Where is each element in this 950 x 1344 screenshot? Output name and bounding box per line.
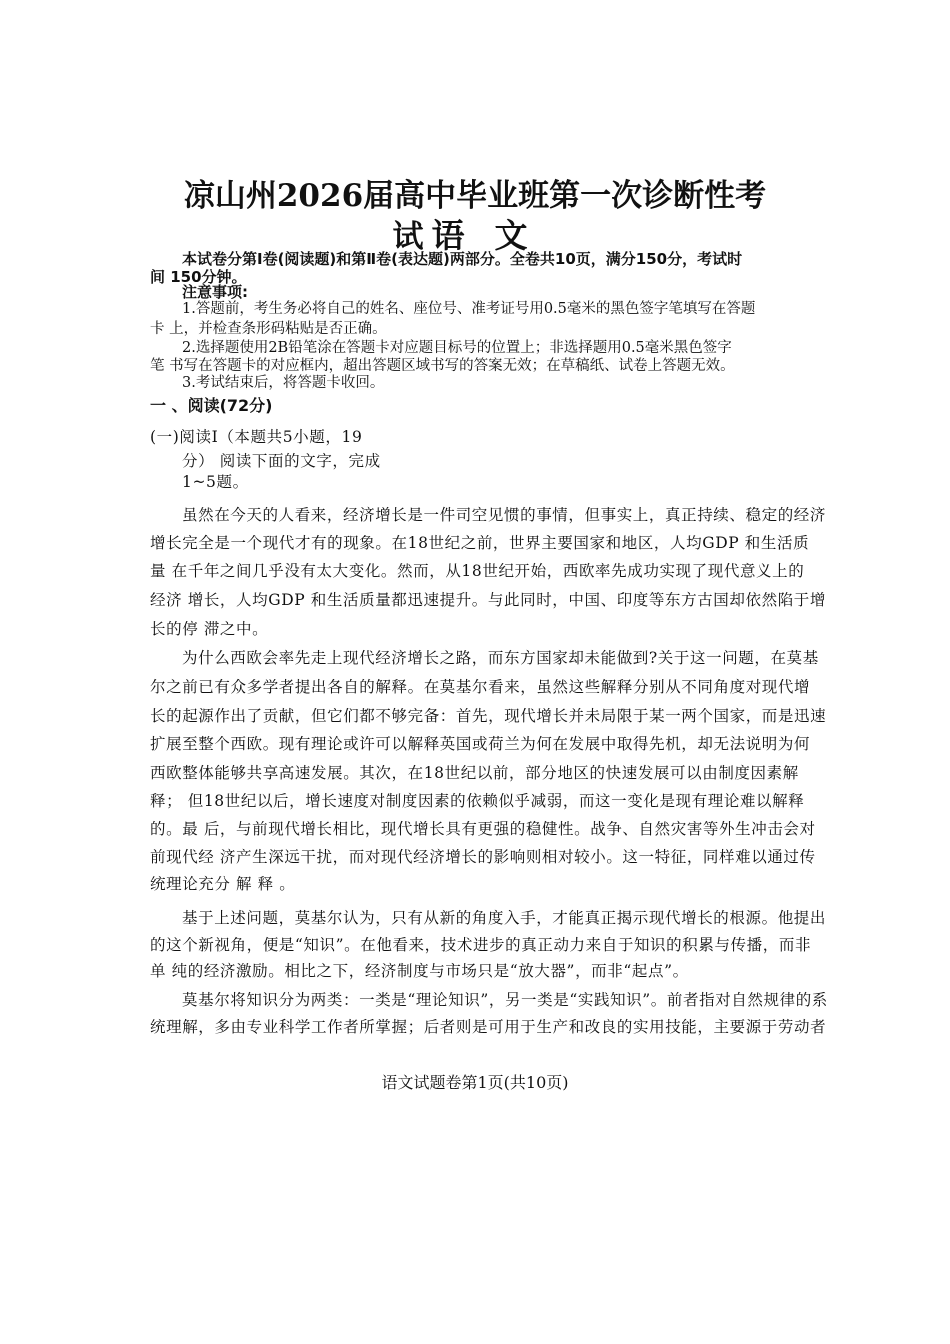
passage-line: 的。最 后，与前现代增长相比，现代增长具有更强的稳健性。战争、自然灾害等外生冲击会对 <box>150 820 816 838</box>
notes-title: 注意事项: <box>182 283 248 301</box>
passage-line: 虽然在今天的人看来，经济增长是一件司空见惯的事情，但事实上，真正持续、稳定的经济 <box>182 506 827 524</box>
subject-name: 语文 <box>431 216 558 255</box>
note-2-line-2: 笔 书写在答题卡的对应框内，超出答题区域书写的答案无效；在草稿纸、试卷上答题无效。 <box>150 358 735 374</box>
passage-line: 莫基尔将知识分为两类：一类是“理论知识”，另一类是“实践知识”。前者指对自然规律的系 <box>182 991 828 1009</box>
passage-line: 长的起源作出了贡献，但它们都不够完备：首先，现代增长并未局限于某一两个国家，而是迅速 <box>150 707 827 725</box>
passage-line: 扩展至整个西欧。现有理论或许可以解释英国或荷兰为何在发展中取得先机，却无法说明为何 <box>150 735 811 753</box>
intro-line-2: 间 150分钟。 <box>150 268 247 286</box>
note-1-line-2: 卡 上，并检查条形码粘贴是否正确。 <box>150 321 387 337</box>
passage-line: 释； 但18世纪以后，增长速度对制度因素的依赖似乎减弱，而这一变化是现有理论难以解释 <box>150 792 805 810</box>
title-suffix: 试 <box>392 219 424 255</box>
passage-line: 的这个新视角，便是“知识”。在他看来，技术进步的真正动力来自于知识的积累与传播，而非 <box>150 936 812 954</box>
passage-line: 增长完全是一个现代才有的现象。在18世纪之前，世界主要国家和地区，人均GDP 和生活质 <box>150 534 810 552</box>
passage-line: 前现代经 济产生深远干扰，而对现代经济增长的影响则相对较小。这一特征，同样难以通过传 <box>150 848 816 866</box>
page-footer: 语文试题卷第1页(共10页) <box>381 1073 569 1092</box>
passage-line: 经济 增长，人均GDP 和生活质量都迅速提升。与此同时，中国、印度等东方古国却依然陷于增 <box>150 591 826 609</box>
note-3: 3.考试结束后，将答题卡收回。 <box>182 375 385 391</box>
subsection-line-3: 1~5题。 <box>182 473 249 491</box>
passage-line: 为什么西欧会率先走上现代经济增长之路，而东方国家却未能做到?关于这一问题，在莫基 <box>182 649 819 667</box>
passage-line: 统理解，多由专业科学工作者所掌握；后者则是可用于生产和改良的实用技能，主要源于劳动者 <box>150 1018 827 1036</box>
intro-line-1: 本试卷分第Ⅰ卷(阅读题)和第Ⅱ卷(表达题)两部分。全卷共10页，满分150分，考试时 <box>182 250 743 268</box>
exam-title: 凉山州2026届高中毕业班第一次诊断性考 <box>183 178 767 214</box>
subsection-line-1: (一)阅读Ⅰ（本题共5小题，19 <box>150 428 363 446</box>
passage-line: 单 纯的经济激励。相比之下，经济制度与市场只是“放大器”，而非“起点”。 <box>150 962 689 980</box>
section-heading: 一 、阅读(72分) <box>150 396 273 415</box>
subsection-line-2: 分） 阅读下面的文字，完成 <box>182 452 381 470</box>
passage-line: 基于上述问题，莫基尔认为，只有从新的角度入手，才能真正揭示现代增长的根源。他提出 <box>182 909 827 927</box>
passage-line: 西欧整体能够共享高速发展。其次，在18世纪以前，部分地区的快速发展可以由制度因素解 <box>150 764 799 782</box>
note-2-line-1: 2.选择题使用2B铅笔涂在答题卡对应题目标号的位置上；非选择题用0.5毫米黑色签字 <box>182 340 732 356</box>
passage-line: 统理论充分 解 释 。 <box>150 875 296 893</box>
passage-line: 尔之前已有众多学者提出各自的解释。在莫基尔看来，虽然这些解释分别从不同角度对现代增 <box>150 678 811 696</box>
passage-line: 量 在千年之间几乎没有太大变化。然而，从18世纪开始，西欧率先成功实现了现代意义上的 <box>150 562 805 580</box>
passage-line: 长的停 滞之中。 <box>150 620 269 638</box>
note-1-line-1: 1.答题前，考生务必将自己的姓名、座位号、准考证号用0.5毫米的黑色签字笔填写在答题 <box>182 301 756 317</box>
